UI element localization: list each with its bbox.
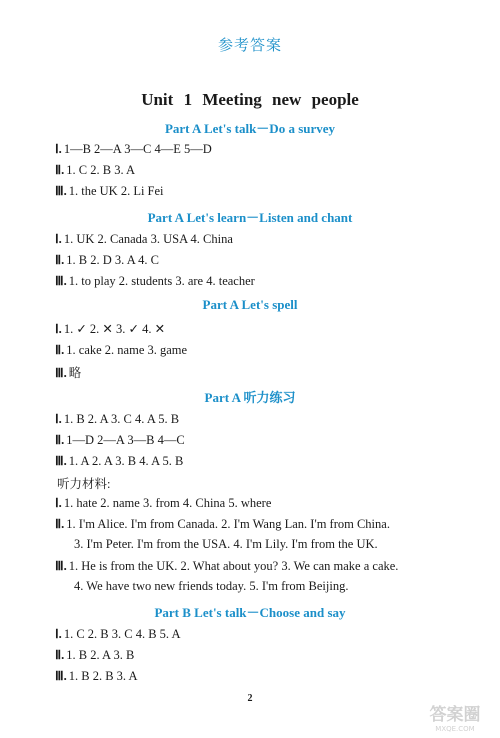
roman-numeral: Ⅱ. (55, 433, 65, 447)
answer-line (55, 495, 271, 511)
roman-numeral: Ⅱ. (55, 253, 65, 267)
answer-line (55, 252, 159, 268)
answer-text: 1. A 2. A 3. B 4. A 5. B (68, 454, 184, 468)
roman-numeral: Ⅰ. (55, 627, 62, 641)
answer-line (55, 453, 183, 469)
answer-line (55, 432, 185, 448)
answer-line (55, 411, 179, 427)
answer-text: 1. UK 2. Canada 3. USA 4. China (63, 232, 233, 246)
roman-numeral: Ⅰ. (55, 232, 62, 246)
listening-material-label: 听力材料: (57, 477, 111, 491)
roman-numeral: Ⅲ. (55, 366, 67, 380)
roman-numeral: Ⅰ. (55, 496, 62, 510)
page-number: 2 (247, 693, 253, 704)
answer-line (55, 231, 233, 247)
section-heading: Part A Let's talk－Do a survey (164, 121, 336, 136)
answer-text: 1. hate 2. name 3. from 4. China 5. where (63, 496, 272, 510)
answer-text: 1—D 2—A 3—B 4—C (66, 433, 185, 447)
page-title: 参考答案 (217, 36, 282, 54)
section-heading: Part A Let's spell (202, 297, 298, 312)
answer-line (55, 516, 390, 532)
answer-line (55, 273, 255, 289)
roman-numeral: Ⅲ. (55, 184, 67, 198)
answer-text: 4. We have two new friends today. 5. I'm from Beijing. (74, 579, 349, 593)
answer-text: 1. cake 2. name 3. game (66, 343, 188, 357)
answer-line (55, 321, 165, 337)
section-heading: Part A Let's learn－Listen and chant (147, 210, 353, 225)
roman-numeral: Ⅰ. (55, 142, 62, 156)
answer-line (72, 579, 348, 594)
watermark-text: 答案圈 (429, 705, 481, 725)
answer-line (55, 626, 181, 642)
answer-line (55, 183, 164, 199)
answer-line (72, 537, 378, 552)
answer-text: 1. C 2. B 3. C 4. B 5. A (63, 627, 181, 641)
watermark-logo (414, 700, 496, 734)
roman-numeral: Ⅲ. (55, 454, 67, 468)
answer-text: 1. ✓ 2. ✕ 3. ✓ 4. ✕ (63, 322, 166, 336)
answer-line (55, 647, 134, 663)
roman-numeral: Ⅱ. (55, 517, 65, 531)
section-heading: Part B Let's talk－Choose and say (154, 605, 346, 620)
answer-text: 1. I'm Alice. I'm from Canada. 2. I'm Wang Lan. I'm from China. (66, 517, 390, 531)
answer-text: 1. B 2. D 3. A 4. C (66, 253, 160, 267)
roman-numeral: Ⅰ. (55, 322, 62, 336)
answer-text: 1. B 2. B 3. A (68, 669, 138, 683)
answer-text: 1. B 2. A 3. B (66, 648, 135, 662)
answer-line (55, 363, 81, 381)
answer-line (55, 141, 212, 157)
watermark-subtext: MXQE.COM (435, 725, 475, 733)
roman-numeral: Ⅲ. (55, 274, 67, 288)
answer-text: 1. the UK 2. Li Fei (68, 184, 164, 198)
section-heading: Part A 听力练习 (204, 390, 296, 405)
answer-line (55, 668, 138, 684)
unit-title: Unit 1 Meeting new people (141, 90, 359, 109)
answer-text: 3. I'm Peter. I'm from the USA. 4. I'm Lily. I'm from the UK. (74, 537, 378, 551)
roman-numeral: Ⅱ. (55, 648, 65, 662)
roman-numeral: Ⅱ. (55, 343, 65, 357)
answer-text: 1. to play 2. students 3. are 4. teacher (68, 274, 255, 288)
answer-text: 1. B 2. A 3. C 4. A 5. B (63, 412, 180, 426)
answer-text: 1—B 2—A 3—C 4—E 5—D (63, 142, 212, 156)
answer-line (55, 558, 398, 574)
answer-line (55, 162, 135, 178)
roman-numeral: Ⅱ. (55, 163, 65, 177)
answer-line (55, 474, 110, 492)
answer-text: 1. He is from the UK. 2. What about you? 3. We can make a cake. (68, 559, 399, 573)
roman-numeral: Ⅲ. (55, 669, 67, 683)
answer-line (55, 342, 187, 358)
roman-numeral: Ⅰ. (55, 412, 62, 426)
roman-numeral: Ⅲ. (55, 559, 67, 573)
answer-text: 1. C 2. B 3. A (66, 163, 136, 177)
answer-text: 略 (68, 366, 82, 380)
